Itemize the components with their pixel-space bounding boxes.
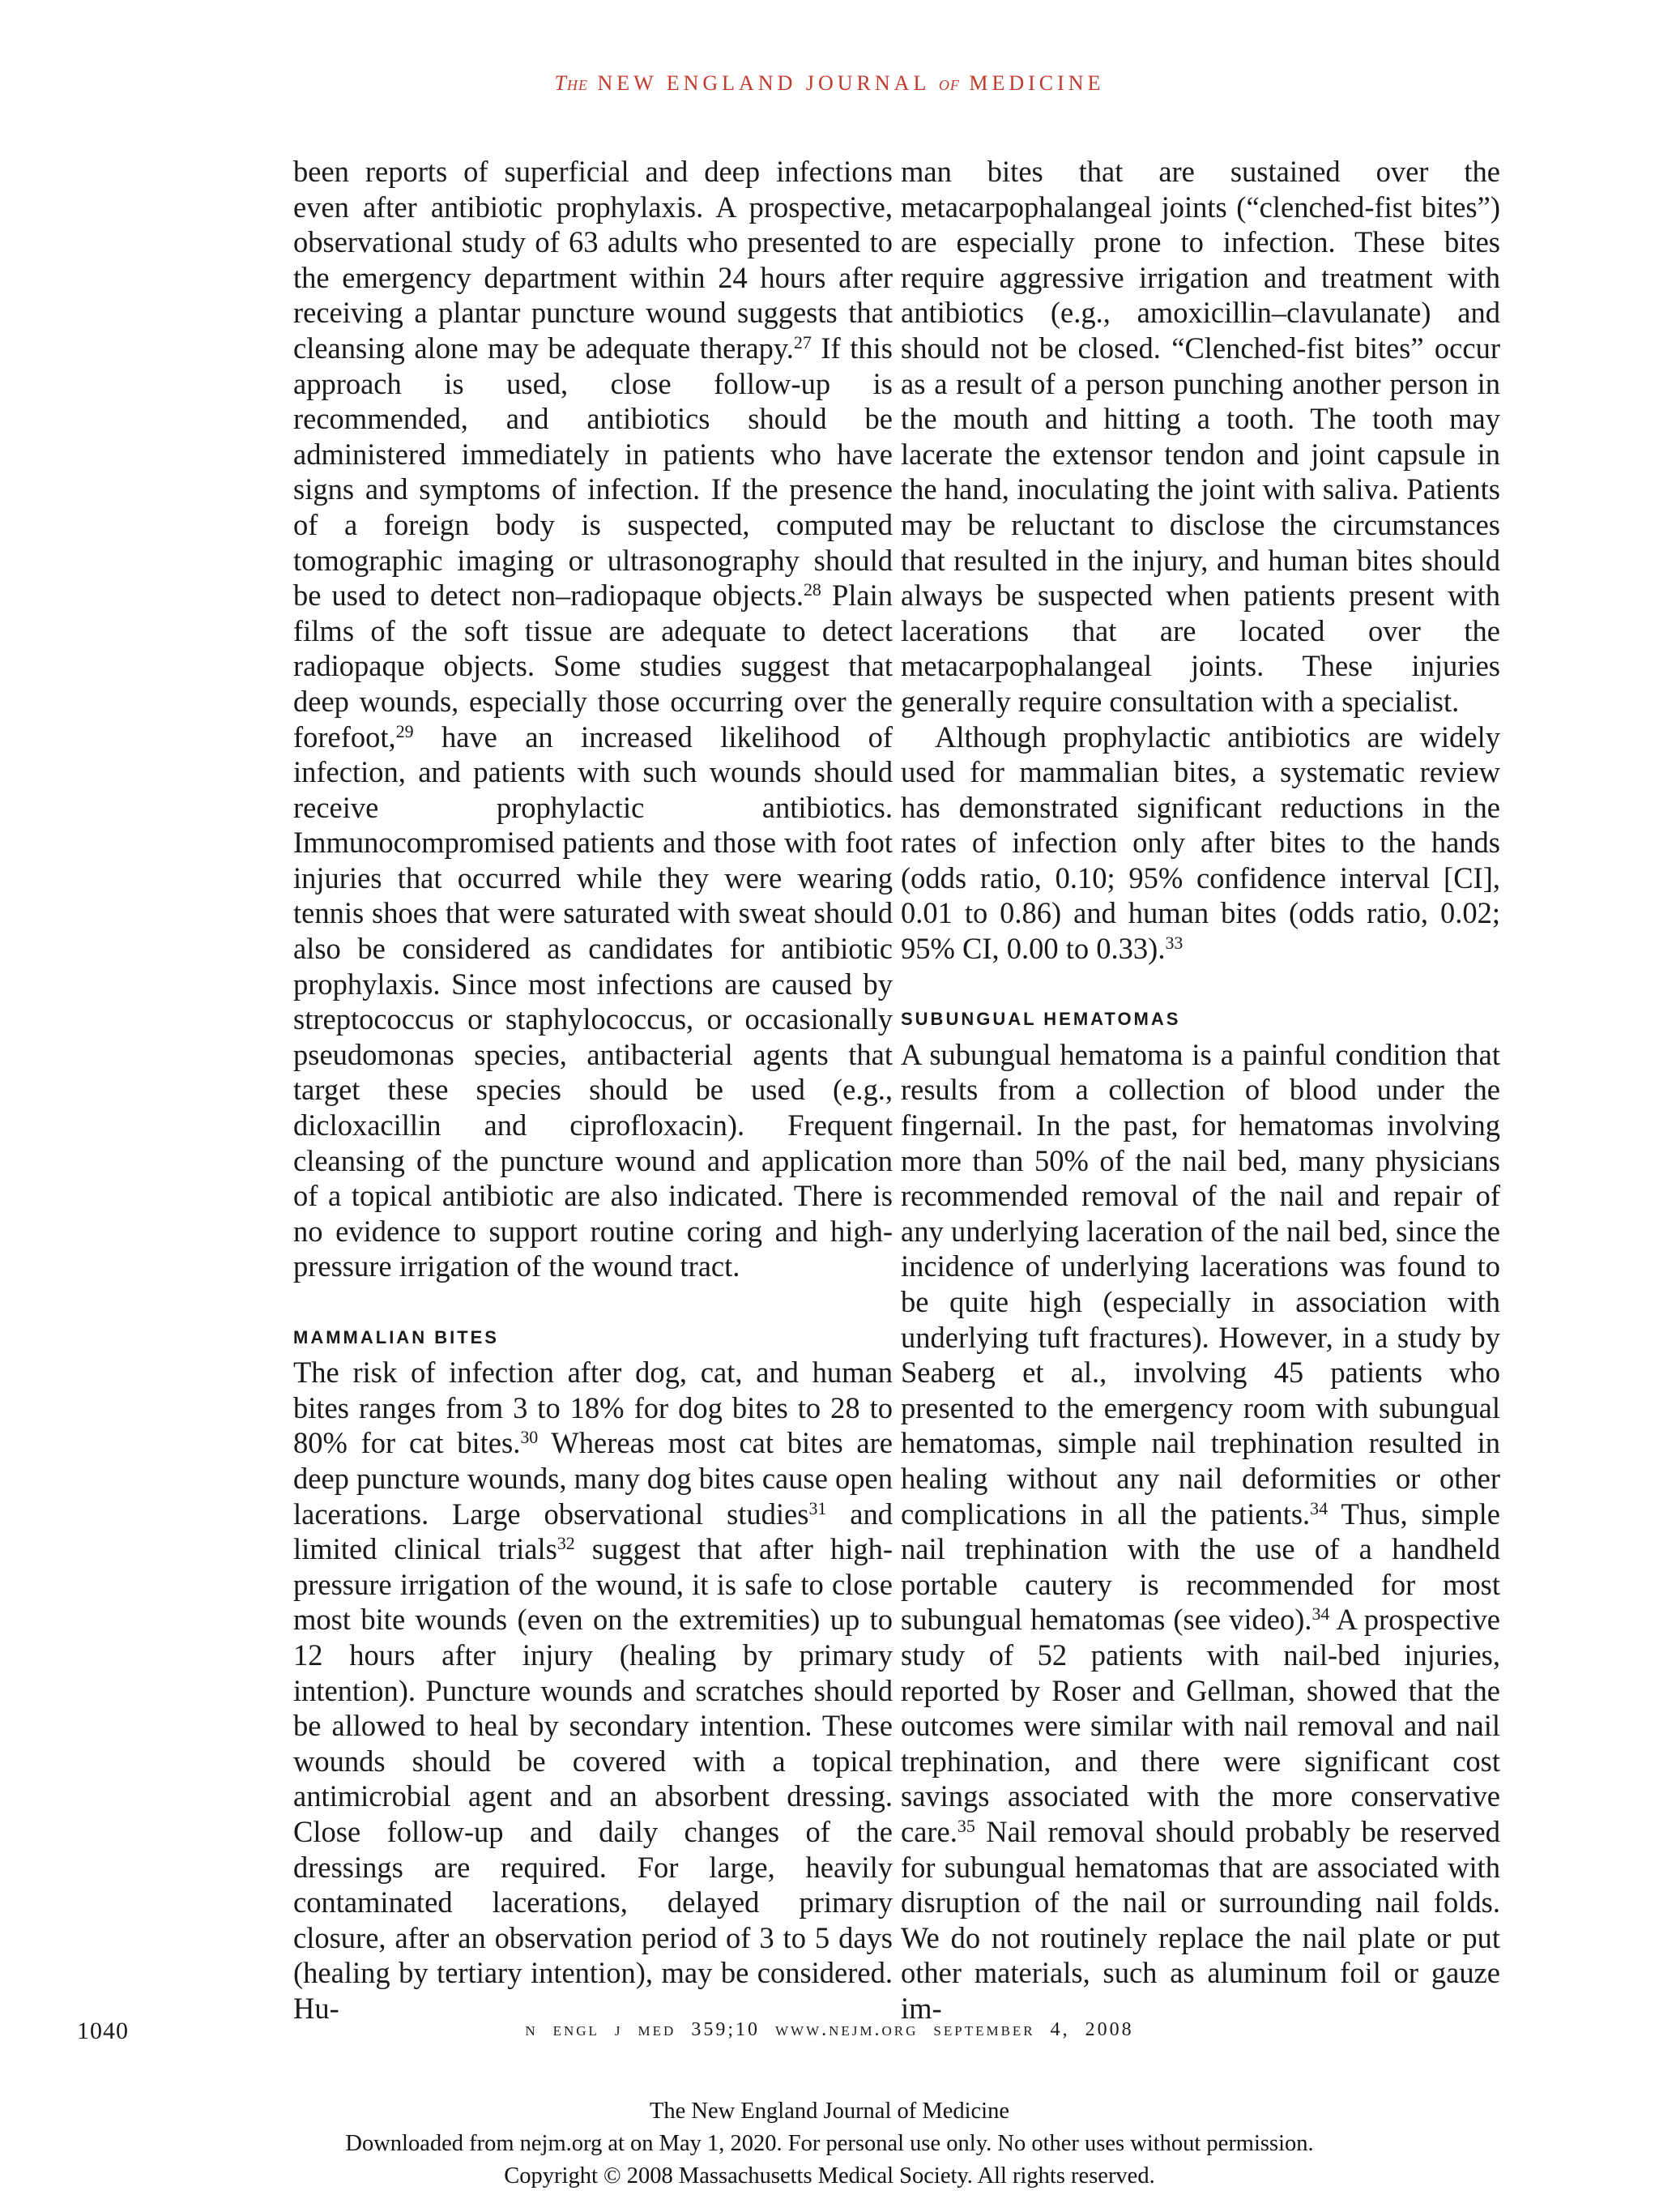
reference-29[interactable]: 29	[395, 720, 414, 741]
page-number: 1040	[77, 2018, 129, 2044]
notice-copyright: Copyright © 2008 Massachusetts Medical Society. All rights reserved.	[504, 2163, 1155, 2189]
notice-download-info: Downloaded from nejm.org at on May 1, 2020. For personal use only. No other uses without permission.	[345, 2131, 1314, 2156]
paragraph-text: Whereas most cat bites are deep puncture wounds, many dog bites cause open lacerations. Large observational studies	[293, 1426, 893, 1531]
running-head-of: of	[938, 71, 960, 95]
paragraph-prophylactic-antibiotics	[901, 720, 1500, 967]
paragraph-puncture-wounds	[293, 154, 893, 1284]
notice-journal-name: The New England Journal of Medicine	[650, 2099, 1009, 2124]
paragraph-text: Thus, simple nail trephination with the use of a handheld portable cautery is recommended for most subungual hematomas (see video).	[901, 1497, 1500, 1637]
paragraph-mammalian-bites	[293, 1355, 893, 2026]
paragraph-text: Although prophylactic antibiotics are widely used for mammalian bites, a systematic review has demonstrated significant reductions in the rates of infection only after bites to the hands (odds ratio, 0.10; 95% confidence interval [CI], 0.01 to 0.86) and human bites (odds ratio, 0.02; 95% CI, 0.00 to 0.33).	[901, 720, 1500, 966]
paragraph-human-bites	[901, 154, 1500, 720]
paragraph-text: and limited clinical trials	[293, 1497, 893, 1566]
paragraph-text: suggest that after high-pressure irrigation of the wound, it is safe to close most bite wounds (even on the extremities) up to 12 hours after injury (healing by primary intention). Puncture wounds and scratches should be allowed to heal by secondary intention. These wounds should be covered with a topical antimicrobial agent and an absorbent dressing. Close follow-up and daily changes of the dressings are required. For large, heavily contaminated lacerations, delayed primary closure, after an observation period of 3 to 5 days (healing by tertiary intention), may be considered. Hu-	[293, 1532, 893, 2025]
running-head-journal-a: NEW ENGLAND JOURNAL	[597, 71, 930, 95]
reference-27[interactable]: 27	[793, 331, 812, 352]
download-notice	[0, 2095, 1659, 2193]
paragraph-text: man bites that are sustained over the metacarpophalangeal joints (“clenched-fist bites”) are especially prone to infection. These bites require aggressive irrigation and treatment with antibiotics (e.g., amoxicillin–clavulanate) and should not be closed. “Clenched-fist bites” occur as a result of a person punching another person in the mouth and hitting a tooth. The tooth may lacerate the extensor tendon and joint capsule in the hand, inoculating the joint with saliva. Patients may be reluctant to disclose the circumstances that resulted in the injury, and human bites should always be suspected when patients present with lacerations that are located over the metacarpophalangeal joints. These injuries generally require consultation with a specialist.	[901, 155, 1500, 718]
reference-28[interactable]: 28	[803, 579, 821, 600]
reference-30[interactable]: 30	[520, 1427, 539, 1448]
reference-34[interactable]: 34	[1310, 1497, 1328, 1518]
right-column	[901, 154, 1500, 2026]
running-head	[0, 71, 1659, 96]
left-column	[293, 154, 893, 2026]
paragraph-text: A prospective study of 52 patients with nail-bed injuries, reported by Roser and Gellman, showed that the outcomes were similar with nail removal and nail trephination, and there were significant cost savings associated with the more conservative care.	[901, 1603, 1500, 1848]
reference-34[interactable]: 34	[1311, 1603, 1330, 1625]
section-heading-mammalian-bites: MAMMALIAN BITES	[293, 1326, 499, 1347]
paragraph-text: Nail removal should probably be reserved for subungual hematomas that are associated with disruption of the nail or surrounding nail folds. We do not routinely replace the nail plate or put other materials, such as aluminum foil or gauze im-	[901, 1814, 1500, 2025]
paragraph-subungual-hematomas	[901, 1037, 1500, 2026]
paragraph-text: The risk of infection after dog, cat, and human bites ranges from 3 to 18% for dog bites to 28 to 80% for cat bites.	[293, 1356, 893, 1460]
reference-33[interactable]: 33	[1165, 933, 1183, 954]
section-heading-subungual-hematomas: SUBUNGUAL HEMATOMAS	[901, 1009, 1181, 1030]
reference-32[interactable]: 32	[557, 1533, 575, 1554]
reference-35[interactable]: 35	[957, 1815, 975, 1836]
paragraph-text: If this approach is used, close follow-up is recommended, and antibiotics should be administered immediately in patients who have signs and symptoms of infection. If the presence of a foreign body is suspected, computed tomographic imaging or ultrasonography should be used to detect non–radiopaque objects.	[293, 331, 893, 613]
paragraph-text: have an increased likelihood of infection, and patients with such wounds should receive prophylactic antibiotics. Immunocompromised patients and those with foot injuries that occurred while they were wearing tennis shoes that were saturated with sweat should also be considered as candidates for antibiotic prophylaxis. Since most infections are caused by streptococcus or staphylococcus, or occasionally pseudomonas species, antibacterial agents that target these species should be used (e.g., dicloxacillin and ciprofloxacin). Frequent cleansing of the puncture wound and application of a topical antibiotic are also indicated. There is no evidence to support routine coring and high-pressure irrigation of the wound tract.	[293, 720, 893, 1283]
paragraph-text: been reports of superficial and deep infections even after antibiotic prophylaxis. A prospective, observational study of 63 adults who presented to the emergency department within 24 hours after receiving a plantar puncture wound suggests that cleansing alone may be adequate therapy.	[293, 155, 893, 365]
paragraph-text: A subungual hematoma is a painful condition that results from a collection of blood under the fingernail. In the past, for hematomas involving more than 50% of the nail bed, many physicians recommended removal of the nail and repair of any underlying laceration of the nail bed, since the incidence of underlying lacerations was found to be quite high (especially in association with underlying tuft fractures). However, in a study by Seaberg et al., involving 45 patients who presented to the emergency room with subungual hematomas, simple nail trephination resulted in healing without any nail deformities or other complications in all the patients.	[901, 1037, 1500, 1531]
running-head-the: The	[554, 71, 588, 95]
footer-citation: n engl j med 359;10 www.nejm.org september 4, 2008	[525, 2019, 1134, 2040]
running-head-journal-b: MEDICINE	[969, 71, 1105, 95]
paragraph-text: Plain films of the soft tissue are adequate to detect radiopaque objects. Some studies suggest that deep wounds, especially those occurring over the forefoot,	[293, 579, 893, 754]
reference-31[interactable]: 31	[808, 1497, 827, 1518]
